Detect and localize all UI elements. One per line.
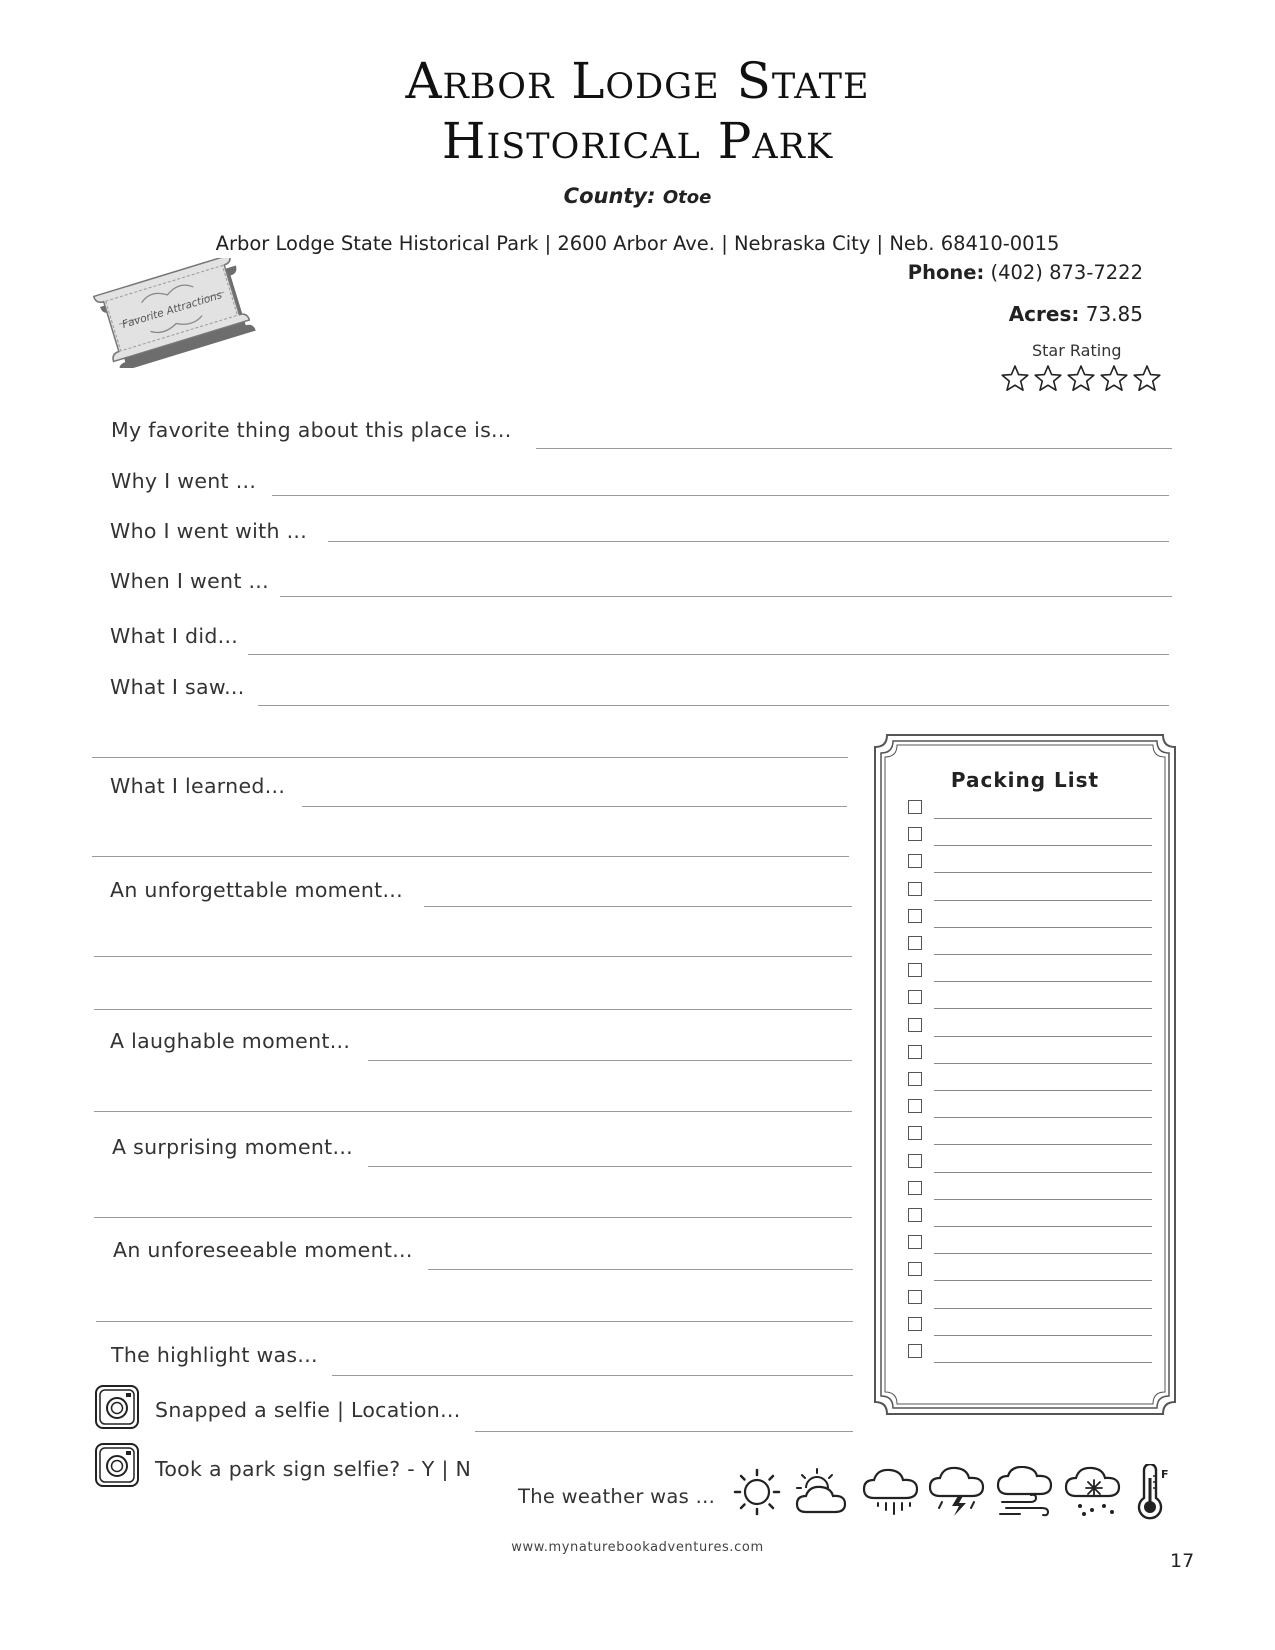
line-blank-3[interactable] [94,956,852,957]
packing-checkbox[interactable] [908,1262,922,1276]
packing-checkbox[interactable] [908,909,922,923]
prompt-unforgettable: An unforgettable moment... [110,878,403,902]
prompt-selfie: Snapped a selfie | Location... [155,1398,461,1422]
packing-item-line[interactable] [934,1172,1152,1173]
prompt-sign-selfie: Took a park sign selfie? - Y | N [155,1457,472,1481]
acres-value: 73.85 [1085,302,1143,326]
county-value: Otoe [662,187,712,208]
line-laughable[interactable] [368,1060,852,1061]
line-blank-2[interactable] [92,856,849,857]
packing-item-line[interactable] [934,1063,1152,1064]
county-label: County: [563,184,656,208]
star-rating-label: Star Rating [1032,341,1122,360]
park-title-line1: Arbor Lodge State [405,52,870,110]
address: Arbor Lodge State Historical Park | 2600 Arbor Ave. | Nebraska City | Neb. 68410-0015 [215,232,1060,255]
line-blank-6[interactable] [94,1217,852,1218]
packing-checkbox[interactable] [908,1290,922,1304]
packing-item-line[interactable] [934,872,1152,873]
star-icon[interactable] [1033,364,1063,393]
camera-icon [94,1384,140,1430]
prompt-favorite: My favorite thing about this place is... [111,418,512,442]
packing-checkbox[interactable] [908,854,922,868]
packing-checkbox[interactable] [908,1072,922,1086]
packing-item-line[interactable] [934,1090,1152,1091]
packing-checkbox[interactable] [908,936,922,950]
packing-item-line[interactable] [934,1280,1152,1281]
page-number: 17 [1170,1550,1195,1572]
line-who[interactable] [328,541,1169,542]
line-learned[interactable] [302,806,847,807]
partly-cloudy-icon[interactable] [794,1466,854,1518]
line-unforgettable[interactable] [424,906,852,907]
packing-item-line[interactable] [934,900,1152,901]
prompt-surprising: A surprising moment... [112,1135,353,1159]
packing-item-line[interactable] [934,1362,1152,1363]
packing-item-line[interactable] [934,1335,1152,1336]
prompt-who: Who I went with ... [110,519,308,543]
packing-list-title: Packing List [950,768,1100,792]
line-blank-7[interactable] [96,1321,853,1322]
packing-checkbox[interactable] [908,1344,922,1358]
favorite-attractions-badge [88,258,258,368]
star-icon[interactable] [1132,364,1162,393]
prompt-when: When I went ... [110,569,269,593]
thermometer-icon[interactable] [1134,1464,1170,1520]
packing-checkbox[interactable] [908,1099,922,1113]
packing-item-line[interactable] [934,954,1152,955]
packing-item-line[interactable] [934,818,1152,819]
line-selfie-location[interactable] [475,1431,853,1432]
line-surprising[interactable] [368,1166,852,1167]
prompt-why: Why I went ... [111,469,257,493]
park-title-line2: Historical Park [441,112,834,170]
star-icon[interactable] [1099,364,1129,393]
packing-checkbox[interactable] [908,990,922,1004]
packing-checkbox[interactable] [908,963,922,977]
line-when[interactable] [280,596,1172,597]
line-highlight[interactable] [332,1375,853,1376]
sun-icon[interactable] [728,1466,786,1518]
thunderstorm-icon[interactable] [928,1466,988,1518]
packing-checkbox[interactable] [908,1045,922,1059]
prompt-did: What I did... [110,624,239,648]
phone-value: (402) 873-7222 [990,261,1143,284]
packing-checkbox[interactable] [908,1235,922,1249]
packing-checkbox[interactable] [908,1208,922,1222]
line-blank-5[interactable] [94,1111,852,1112]
prompt-saw: What I saw... [110,675,245,699]
prompt-weather: The weather was ... [518,1485,716,1508]
badge-text: Favorite Attractions [120,289,224,332]
packing-item-line[interactable] [934,1008,1152,1009]
packing-checkbox[interactable] [908,1018,922,1032]
packing-checkbox[interactable] [908,882,922,896]
packing-item-line[interactable] [934,1199,1152,1200]
packing-checkbox[interactable] [908,1317,922,1331]
line-unforeseeable[interactable] [428,1269,853,1270]
phone [908,261,1143,284]
prompt-highlight: The highlight was... [111,1343,318,1367]
prompt-learned: What I learned... [110,774,286,798]
camera-icon [94,1442,140,1488]
line-favorite[interactable] [536,448,1172,449]
snow-icon[interactable] [1064,1466,1124,1518]
rain-icon[interactable] [862,1466,922,1518]
packing-item-line[interactable] [934,1117,1152,1118]
line-blank-1[interactable] [92,757,848,758]
packing-item-line[interactable] [934,1253,1152,1254]
ticket-icon [88,258,258,368]
star-rating[interactable] [1000,364,1162,393]
county [0,184,1275,208]
packing-checkbox[interactable] [908,1126,922,1140]
acres [1009,302,1143,326]
acres-label: Acres: [1008,302,1080,326]
packing-item-line[interactable] [934,845,1152,846]
star-icon[interactable] [1066,364,1096,393]
prompt-laughable: A laughable moment... [110,1029,351,1053]
packing-item-line[interactable] [934,1308,1152,1309]
packing-item-line[interactable] [934,1226,1152,1227]
line-why[interactable] [272,495,1169,496]
packing-item-line[interactable] [934,1144,1152,1145]
prompt-unforeseeable: An unforeseeable moment... [113,1238,413,1262]
packing-checkbox[interactable] [908,1154,922,1168]
windy-icon[interactable] [996,1466,1056,1518]
packing-checkbox[interactable] [908,800,922,814]
line-blank-4[interactable] [94,1009,852,1010]
packing-item-line[interactable] [934,1036,1152,1037]
phone-label: Phone: [907,261,985,284]
line-did[interactable] [248,654,1169,655]
footer-url[interactable]: www.mynaturebookadventures.com [511,1540,764,1555]
packing-checkbox[interactable] [908,1181,922,1195]
star-icon[interactable] [1000,364,1030,393]
packing-checkbox[interactable] [908,827,922,841]
svg-text:F: F [1161,1468,1169,1481]
packing-item-line[interactable] [934,981,1152,982]
line-saw[interactable] [258,705,1169,706]
packing-item-line[interactable] [934,927,1152,928]
